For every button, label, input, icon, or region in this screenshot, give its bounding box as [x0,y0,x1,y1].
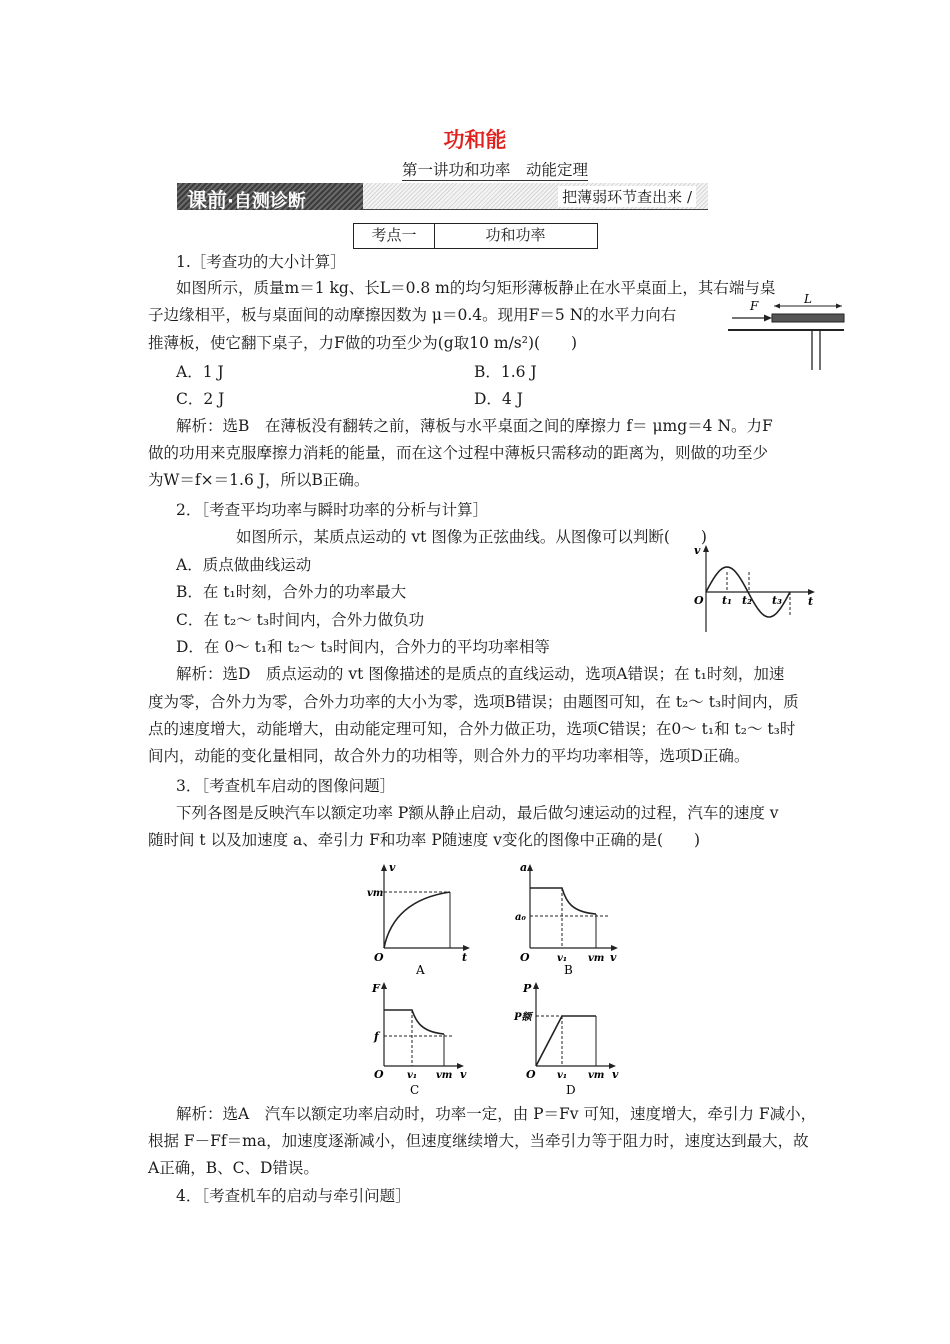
d-curve [536,1016,596,1066]
d-label-x: v [612,1068,619,1081]
length-label: L [804,292,812,306]
q1-line-1: 如图所示，质量m＝1 kg、长L＝0.8 m的均匀矩形薄板静止在水平桌面上，其右端与桌 [176,279,776,297]
b-label-y: a [520,861,528,874]
q1-option-b: B．1.6 J [474,363,537,381]
a-curve [384,892,450,948]
q1-analysis-2: 做的功用来克服摩擦力消耗的能量，而在这个过程中薄板只需移动的距离为，则做的功至少 [148,444,769,462]
q1-figure-plank [728,292,850,370]
q2-analysis-4: 间内，动能的变化量相同，故合外力的功相等，则合外力的平均功率相等，选项D正确。 [148,747,750,765]
vt-y-arrow [703,545,709,552]
q1-option-d: D．4 J [474,390,523,408]
kaodian-topic: 功和功率 [485,226,546,244]
vt-label-v: v [694,544,701,557]
kaodian-box [353,223,598,249]
banner-slogan: 把薄弱环节查出来 / [558,186,696,207]
c-label-x: v [460,1068,467,1081]
q4-head: 4．［考查机车的启动与牵引问题］ [176,1187,411,1205]
b-curve [530,888,596,914]
d-label-v1: v₁ [557,1070,568,1081]
d-label-vm: vm [588,1070,605,1081]
d-caption: D [566,1083,576,1097]
q3-analysis-2: 根据 F－Ff＝ma，加速度逐渐减小，但速度继续增大，当牵引力等于阻力时，速度达到最大，故 [148,1132,809,1150]
q3-figure-d [512,978,628,1100]
c-label-y: F [372,982,380,995]
q3-figure-a [366,858,476,976]
q1-head: 1.［考查功的大小计算］ [176,253,346,271]
b-y-arrow [527,864,533,871]
q1-line-3: 推薄板，使它翻下桌子，力F做的功至少为(g取10 m/s²)( ) [148,334,578,352]
q2-option-a: A．质点做曲线运动 [176,556,312,574]
q2-option-d: D．在 0～ t₁和 t₂～ t₃时间内，合外力的平均功率相等 [176,638,550,656]
banner-text [187,184,306,213]
q2-figure-vt [690,542,818,634]
d-label-o: O [526,1068,536,1081]
a-label-x: t [462,951,468,964]
b-label-x: v [610,951,617,964]
q2-head: 2．［考查平均功率与瞬时功率的分析与计算］ [176,501,489,519]
banner-stripe [363,183,708,210]
vt-label-t3: t₃ [772,594,782,607]
a-y-arrow [381,864,387,871]
banner-sub: 自测诊断 [233,191,306,212]
c-label-o: O [374,1068,384,1081]
q1-line-2: 子边缘相平，板与桌面间的动摩擦因数为 μ＝0.4。现用F＝5 N的水平力向右 [148,306,677,324]
c-y-arrow [381,982,387,989]
a-label-y: v [389,861,396,874]
vt-label-t2: t₂ [742,594,752,607]
q1-analysis-3: 为W＝f×＝1.6 J，所以B正确。 [148,471,370,489]
length-arrow-right [836,304,842,309]
c-caption: C [410,1083,420,1097]
kaodian-label: 考点一 [354,224,435,248]
b-caption: B [564,963,573,976]
a-label-vm: vm [367,888,384,899]
section-banner [177,183,708,210]
a-caption: A [416,963,425,976]
vt-label-t1: t₁ [722,594,732,607]
banner-label [177,183,363,210]
d-label-pe: P额 [514,1012,532,1023]
page-subtitle [0,158,950,180]
banner-dot: · [227,191,234,212]
plank-rect [772,314,844,322]
vt-label-o: O [694,594,704,607]
q3-analysis-1: 解析：选A 汽车以额定功率启动时，功率一定，由 P＝Fv 可知，速度增大，牵引力 F减小， [176,1105,817,1123]
d-label-y: P [523,982,532,995]
a-label-o: O [374,951,384,964]
force-label: F [750,299,759,313]
c-label-vm: vm [436,1070,453,1081]
q2-option-c: C．在 t₂～ t₃时间内，合外力做负功 [176,611,425,629]
q1-option-a: A．1 J [176,363,224,381]
slogan-text: 把薄弱环节查出来 [562,188,683,206]
q3-head: 3．［考查机车启动的图像问题］ [176,777,396,795]
c-curve [384,1010,444,1034]
banner-main: 课前 [187,188,227,212]
q2-stem: 如图所示，某质点运动的 vt 图像为正弦曲线。从图像可以判断( ) [236,528,707,546]
c-label-v1: v₁ [407,1070,418,1081]
q3-line-1: 下列各图是反映汽车以额定功率 P额从静止启动，最后做匀速运动的过程，汽车的速度 v [176,804,779,822]
subtitle-text: 第一讲功和功率 动能定理 [401,161,588,179]
q3-figure-b [512,858,628,976]
q2-analysis-1: 解析：选D 质点运动的 vt 图像描述的是质点的直线运动，选项A错误；在 t₁时刻，加速 [176,665,785,683]
q3-line-2: 随时间 t 以及加速度 a、牵引力 F和功率 P随速度 v变化的图像中正确的是( ) [148,831,701,849]
b-label-o: O [520,951,530,964]
q2-analysis-2: 度为零，合外力为零，合外力功率的大小为零，选项B错误；由题图可知，在 t₂～ t₃时间内，质 [148,693,799,711]
length-arrow-left [774,304,780,309]
q2-analysis-3: 点的速度增大，动能增大，由动能定理可知，合外力做正功，选项C错误；在0～ t₁和 t₂～ t₃时 [148,720,796,738]
b-label-a0: a₀ [515,912,526,923]
q1-option-c: C．2 J [176,390,225,408]
q3-analysis-3: A正确，B、C、D错误。 [148,1159,319,1177]
b-label-vm: vm [588,953,605,964]
force-arrow-head [764,315,772,322]
b-label-v1: v₁ [557,953,568,964]
vt-label-t: t [808,595,814,608]
c-label-f: f [374,1030,379,1043]
q3-figure-c [366,978,476,1100]
q2-option-b: B．在 t₁时刻，合外力的功率最大 [176,583,407,601]
q1-analysis-1: 解析：选B 在薄板没有翻转之前，薄板与水平桌面之间的摩擦力 f＝ μmg＝4 N。力F [176,417,773,435]
d-y-arrow [533,982,539,989]
page-title: 功和能 [443,128,507,152]
